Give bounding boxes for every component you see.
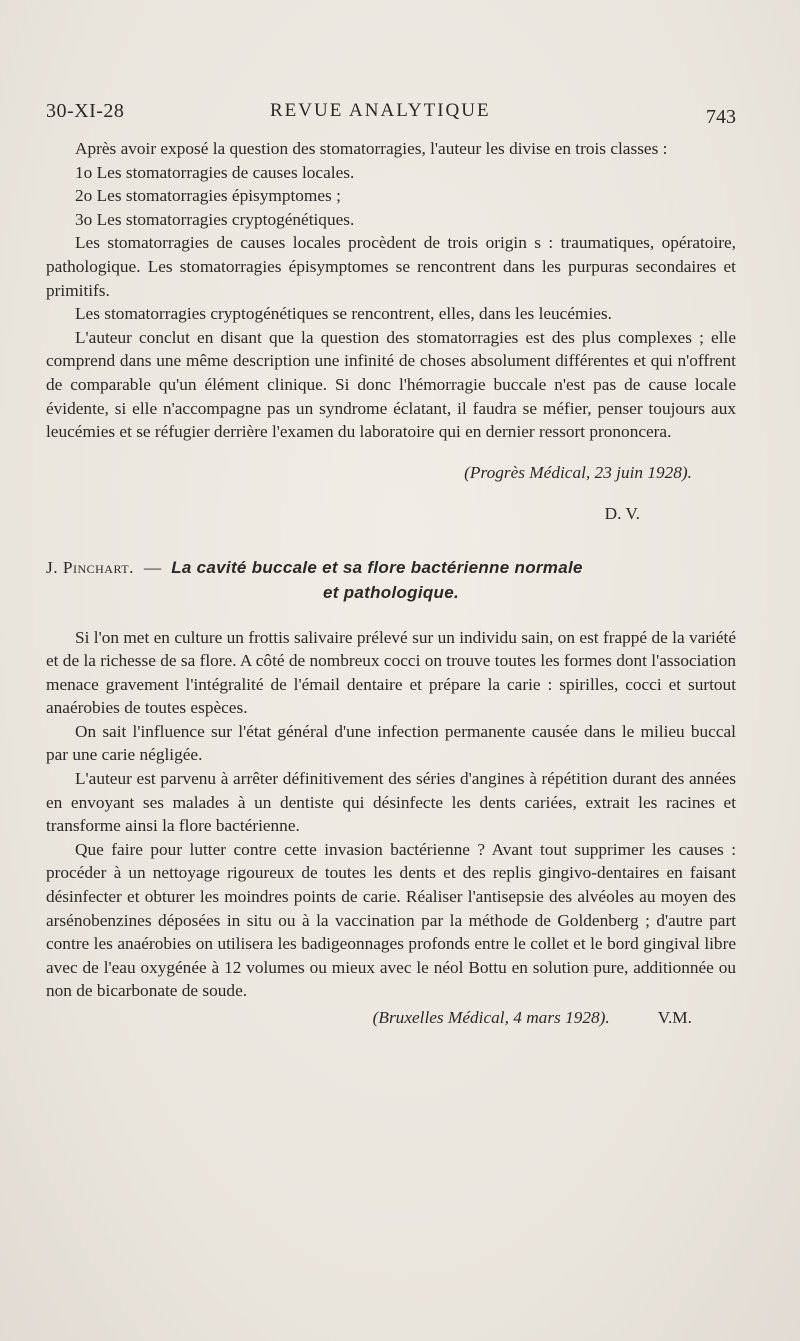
- article1-intro: Après avoir exposé la question des stomatorragies, l'auteur les divise en trois classes :: [75, 139, 668, 158]
- article2-paragraph: Si l'on met en culture un frottis salivaire prélevé sur un individu sain, on est frappé de la variété et de la richesse de sa flore. A côté de nombreux cocci on trouve toutes les formes dont l'association menace gravement l'intégralité de l'émail dentaire et prépare la carie : spirilles, cocci et surtout anaérobies de toutes espèces.: [46, 627, 736, 718]
- article1-signature: D. V.: [604, 503, 640, 523]
- article2-heading: [46, 556, 736, 606]
- em-dash: —: [143, 557, 162, 577]
- article1-paragraph: L'auteur conclut en disant que la question des stomatorragies est des plus complexes ; elle comprend dans une même description une infinité de choses absolument différentes et qui n'offrent de comparable qu'un élément clinique. Si donc l'hémorragie buccale n'est pas de cause locale évidente, si elle n'accompagne pas un syndrome éclatant, il faudra se méfier, penser toujours aux leucémies et se réfugier derrière l'examen du laboratoire qui en dernier ressort prononcera.: [46, 327, 736, 442]
- article2-paragraph: On sait l'influence sur l'état général d'une infection permanente causée dans le milieu buccal par une carie négligée.: [46, 721, 736, 765]
- article2-paragraph: L'auteur est parvenu à arrêter définitivement des séries d'angines à répétition durant des années en envoyant ses malades à un dentiste qui désinfecte les dents cariées, extrait les racines et transforme ainsi la flore bactérienne.: [46, 769, 736, 836]
- article2-signature: V.M.: [657, 1008, 692, 1027]
- article2-author: J. Pinchart.: [46, 557, 134, 577]
- class-item-3: 3o Les stomatorragies cryptogénétiques.: [75, 209, 355, 229]
- article2-paragraph: Que faire pour lutter contre cette invasion bactérienne ? Avant tout supprimer les causes : procéder à un nettoyage rigoureux de toutes les dents et des replis gingivo-dentaires en faisant désinfecter et obturer les moindres points de carie. Réaliser l'antisepsie des alvéoles au moyen des arsénobenzines déposées in situ ou à la vaccination par la méthode de Goldenberg ; d'autre part contre les anaérobies on utilisera les badigeonnages profonds entre le collet et le bord gingival libre avec de l'eau oxygénée à 12 volumes ou mieux avec le néol Bottu en solution pure, additionnée ou non de bicarbonate de soude.: [46, 839, 736, 1001]
- article2-source: (Bruxelles Médical, 4 mars 1928).: [372, 1008, 610, 1027]
- issue-date: 30-XI-28: [46, 100, 125, 122]
- running-head: [46, 96, 736, 130]
- article2-title-line1: La cavité buccale et sa flore bactérienne normale: [171, 557, 583, 577]
- article2-title-line2: et pathologique.: [322, 582, 460, 602]
- journal-title: REVUE ANALYTIQUE: [270, 100, 491, 121]
- page-body: [46, 137, 736, 1031]
- article1-paragraph: Les stomatorragies de causes locales procèdent de trois origin s : traumatiques, opératoire, pathologique. Les stomatorragies épisymptomes se rencontrent dans les purpuras secondaires et primitifs.: [46, 233, 736, 300]
- class-item-1: 1o Les stomatorragies de causes locales.: [75, 162, 355, 182]
- article1-paragraph: Les stomatorragies cryptogénétiques se rencontrent, elles, dans les leucémies.: [75, 304, 612, 324]
- article1-source: (Progrès Médical, 23 juin 1928).: [464, 463, 692, 483]
- class-item-2: 2o Les stomatorragies épisymptomes ;: [75, 186, 341, 206]
- page-number: 743: [706, 106, 736, 128]
- article2-citation: [46, 1005, 736, 1031]
